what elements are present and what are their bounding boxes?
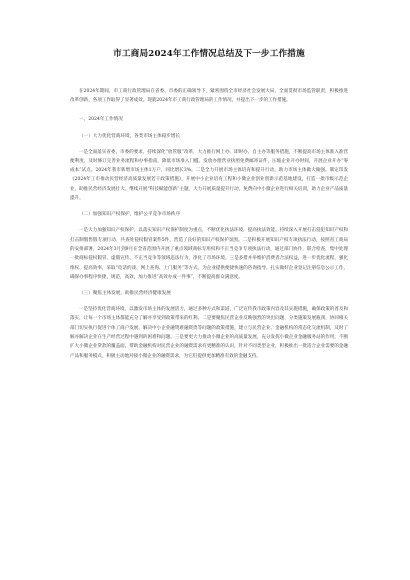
subsection-heading-business-environment: （一）大力优化营商环境，各类市场主体稳步增长 (79, 133, 181, 139)
paragraph-business-environment: 一是全面落实省委、市委的要求，持续深化“放管服”改革，大力推行网上办、即时办、自主办等服务措施，不断提高市场主体准入准营便利度，及时修订完善业务流程和办事指南，降低市场准入门槛。发放办理营业执照免费邮寄证件，压缩企业开办时间，开展企业开办“零成本”试点。2024年我市新增市场主体1万户，同比增长3%。二是全力开展市场主体培育和提升行动，助力市场主体做大做强。制定印发《2024年工市推动民营经济高质量发展若干政策措施》，开展中小企业培育工程和小微企业创业创新示范基地建设，打造一批市级示范企业，助推民营经济发展壮大。继续开展“科技赋能创新”主题，大力开展质量提升行动，免费向中小微企业进行相关培训，助力企业产品质量提升。 (70, 149, 348, 202)
document-title: 市工商局2024年工作情况总结及下一步工作措施 (113, 49, 305, 59)
paragraph-private-economy: 一是坚持优化营商环境，以激发市场主体的发展活力，通过多种方式和渠道，广泛宣传我市政策内容及其实施措施，确保政策的普及和落实，让每一个市场主体都能充分了解并享受到政策带来的红利。二是要聚焦民营企业反映强烈的突出问题，分类施策发展瓶颈，协同相关部门切实执行促进个体工商户发展、解决中小企业融资难融资贵等问题的政策措施，建立与民营企业、金融机构的常态化交流机制，及时了解并解决企业在生产经营过程中遇到的困难和问题。三是要更大力推动小微企业的高质量发展，充分发挥小微企业金融服务站的作用，不断扩大小微企业贷款的覆盖面，帮助金融机构对民营企业的融资需求有更精准的认识，针对不同类型企业，积极推出一批适合企业需要的金融产品和服务模式，积极主动地对接小微企业的融资需求，为它们提供更加精准有效的金融支持。 (70, 307, 348, 359)
paragraph-ip-protection: 一是大力加强知识产权保护，以落实知识产权保护制度为重点，不断优化执法环境，提高执法效能。持续深入开展打击侵犯知识产权和打击制假售假专项行动，共查处侵权假冒案件5件，营造了良好的知识产权保护氛围。二是积极开展知识产权专项执法行动，按照省工商局的安排部署，2024年3月到9月在全省范围内开展了重点领域商标专用权和不正当竞争专项执法行动，通过部门协作、联合检查，集中处理一批商标侵权假冒、虚假宣传、不正当竞争等领域违法行为，净化了市场环境。三是多措并举维护消费者合法权益，进一步优化流程、强化维权、提高效率，采取“电话约谈、网上查询、上门服务”等方式，为企业提供便捷快速的咨询指导。扎实做好企业登记注册信息公示工作，确保办事程序快捷、规范，高效，加力推进“高效办成一件事”，不断提高群众满意度。 (70, 228, 348, 280)
section-heading-work-status: 一、2024年工作情况 (79, 116, 123, 122)
document-page (70, 48, 348, 361)
subsection-heading-ip-protection: （二）加强知识产权保护，维护公平竞争市场秩序 (79, 212, 181, 218)
intro-paragraph: 在2024年期间，市工商行政管理局在省委、市委的正确领导下，紧密围绕全市经济社会发展大局，全面贯彻市场监管职责，积极推进改革创新，各项工作取得了显著成效。现就2024年市工商行政管理局的工作情况，并提出下一步的工作措施。 (70, 89, 348, 104)
subsection-heading-private-economy: （三）聚焦主体发展，助推民营经济健康发展 (79, 291, 171, 297)
